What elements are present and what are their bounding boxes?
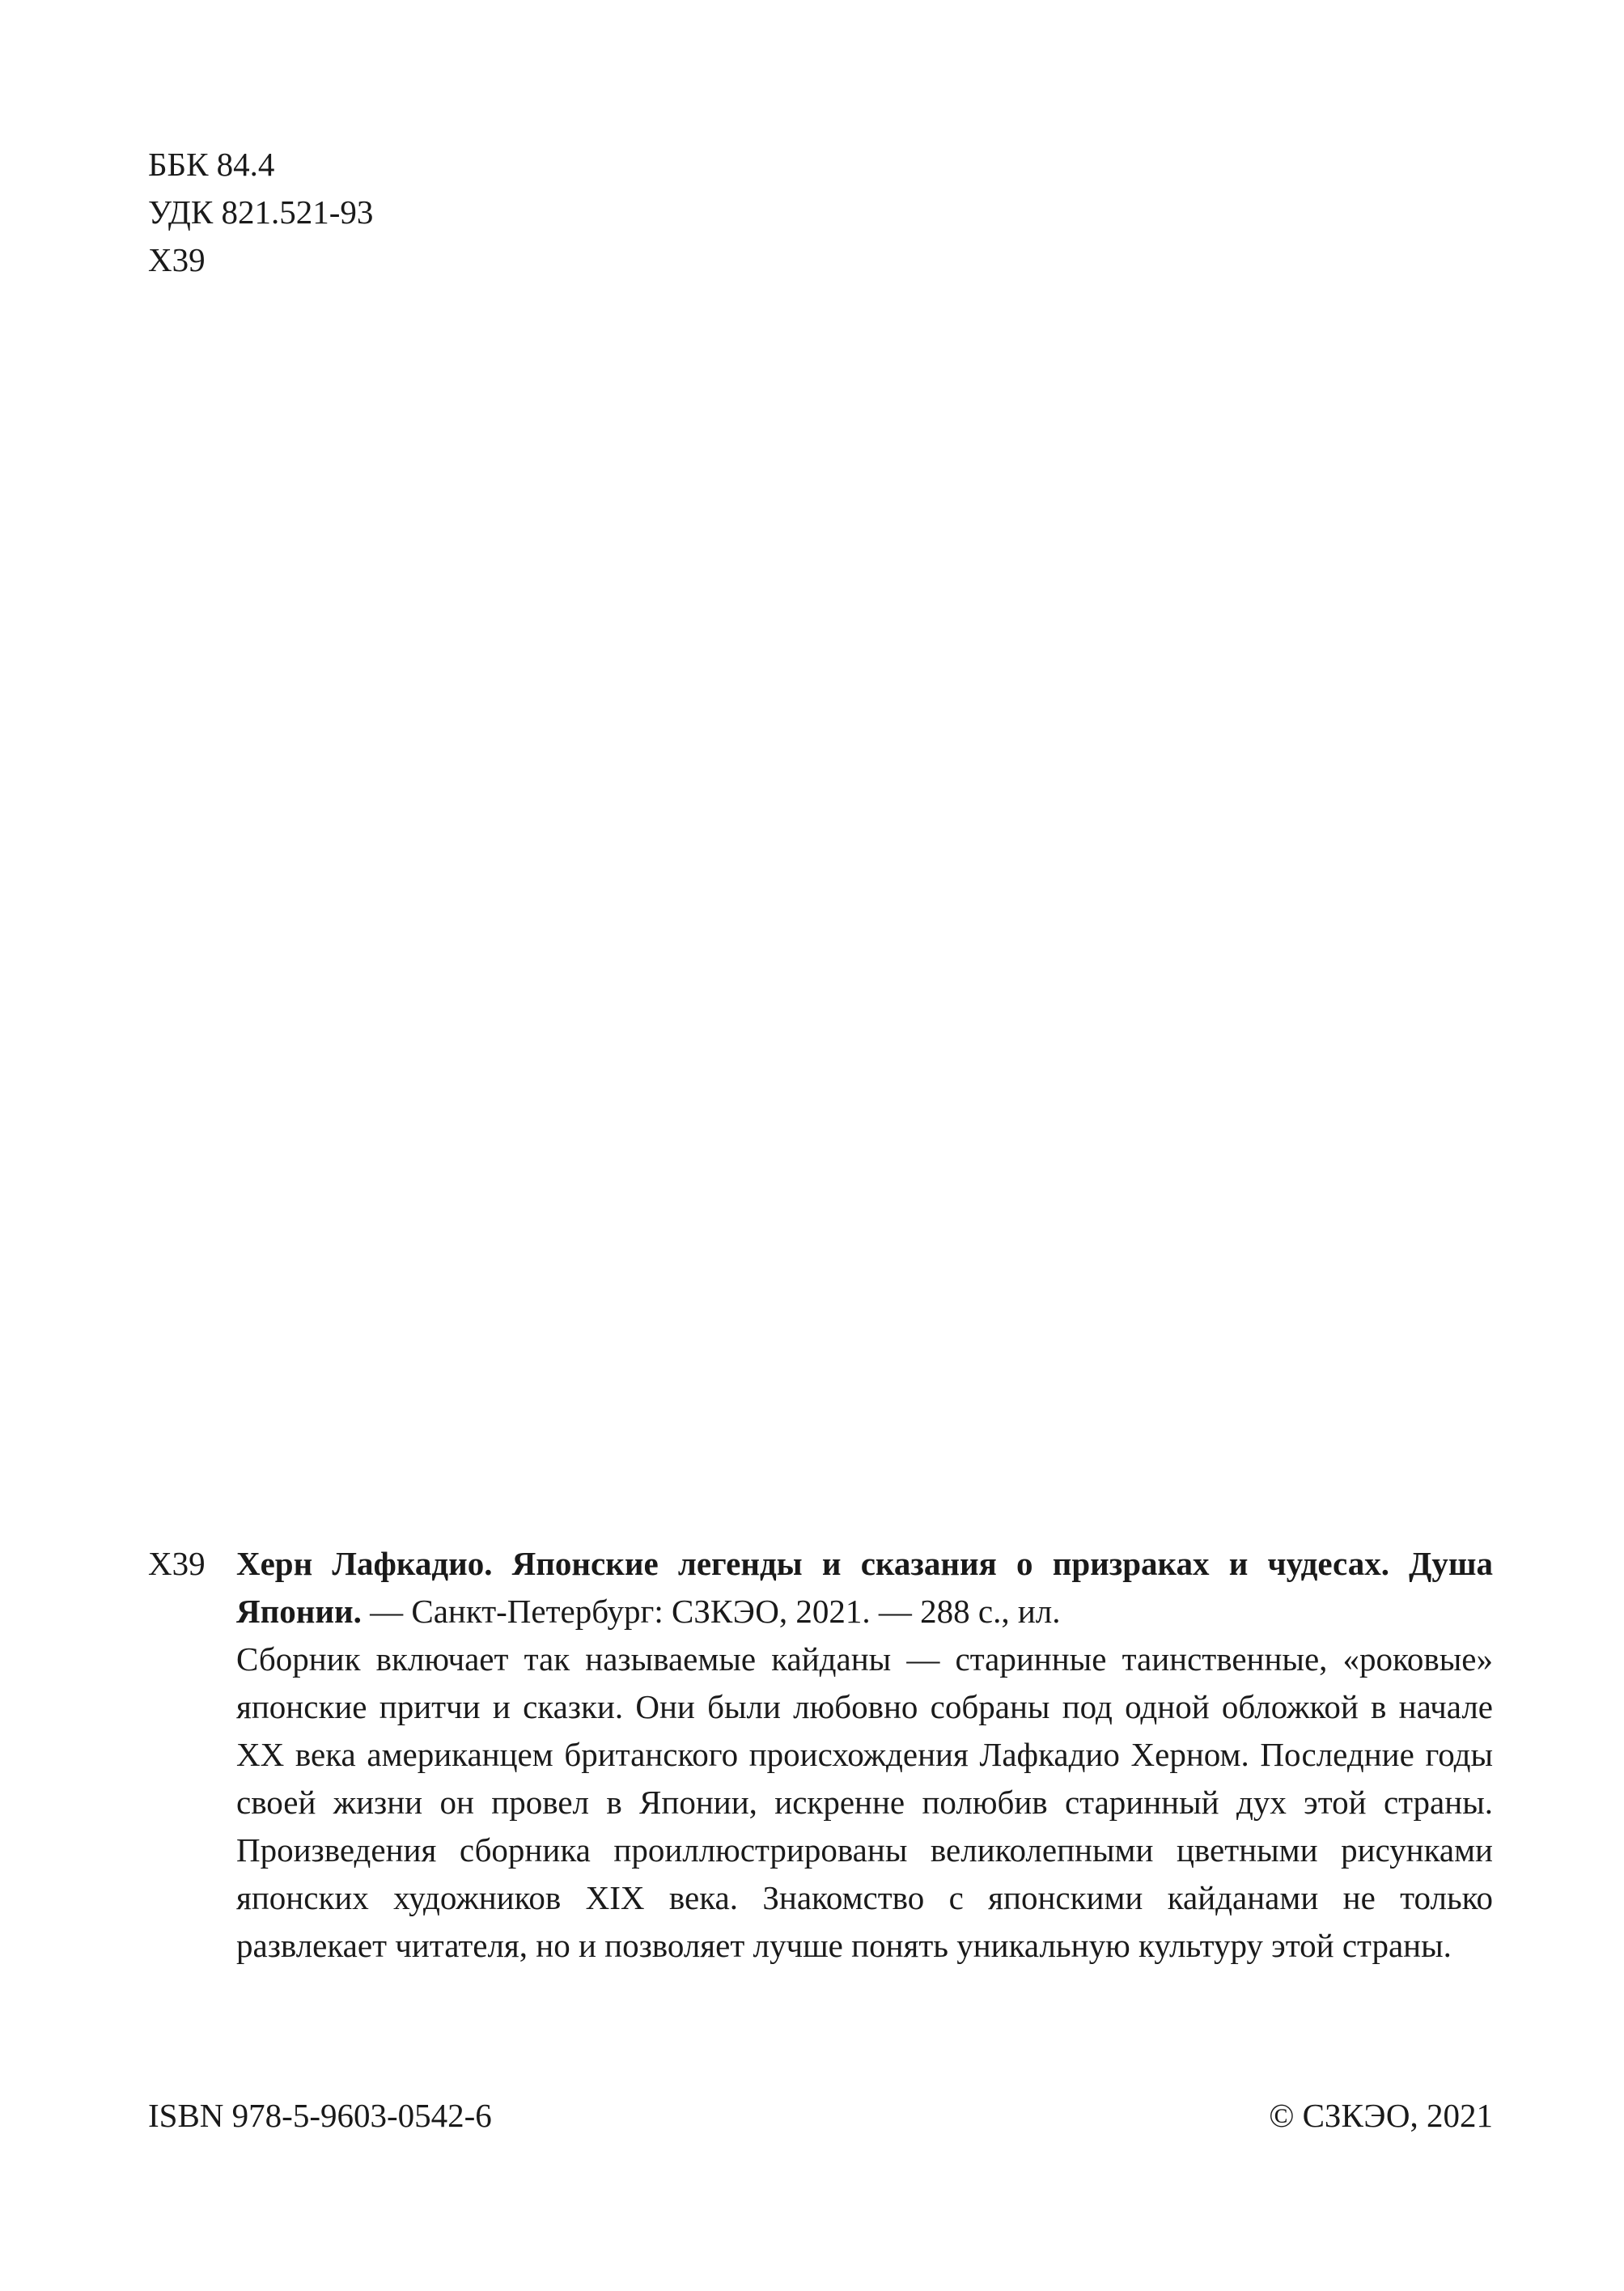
classification-block xyxy=(148,141,373,284)
copyright-notice: © СЗКЭО, 2021 xyxy=(1269,2097,1493,2134)
record-title: Херн Лафкадио. Японские легенды и сказания о призраках и чудесах. Душа Японии. xyxy=(236,1545,1493,1630)
udk-code: УДК 821.521-93 xyxy=(148,193,374,231)
record-author-mark: Х39 xyxy=(148,1545,206,1582)
isbn: ISBN 978-5-9603-0542-6 xyxy=(148,2097,492,2134)
record-heading xyxy=(236,1540,1493,1636)
bbk-code: ББК 84.4 xyxy=(148,146,275,183)
record-body xyxy=(236,1540,1493,1970)
record-imprint: — Санкт-Петербург: СЗКЭО, 2021. — 288 с., ил. xyxy=(361,1593,1061,1630)
record-annotation: Сборник включает так называемые кайданы — старинные таинственные, «роковые» японские притчи и сказки. Они были любовно собраны под одной обложкой в начале XX века американцем британского происхождения Лафкадио Херном. Последние годы своей жизни он провел в Японии, искренне полюбив старинный дух этой страны. Произведения сборника проиллюстрированы великолепными цветными рисунками японских художников XIX века. Знакомство с японскими кайданами не только развлекает читателя, но и позволяет лучше понять уникальную культуру этой страны. xyxy=(236,1640,1493,1964)
author-mark: Х39 xyxy=(148,241,206,278)
